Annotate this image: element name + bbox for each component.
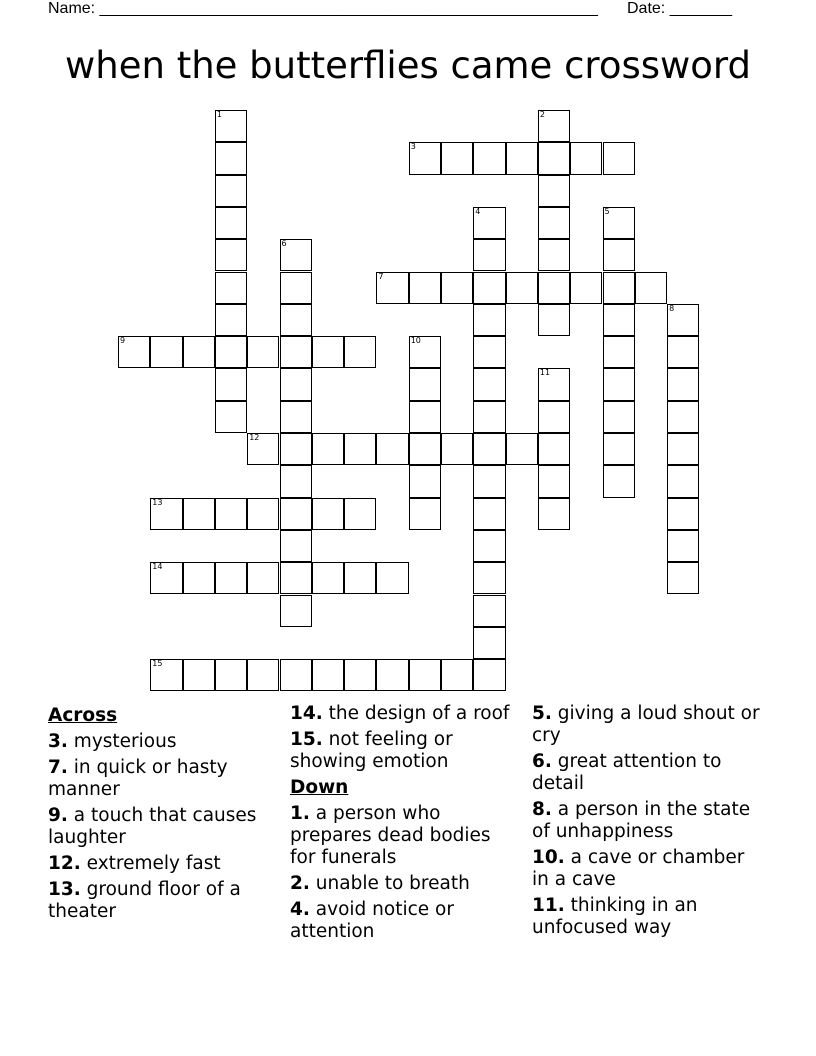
grid-cell[interactable] — [441, 142, 473, 174]
clue-across-9: 9. a touch that causes laughter — [48, 805, 257, 848]
grid-cell[interactable] — [473, 401, 505, 433]
cell-number: 2 — [539, 110, 545, 119]
grid-cell[interactable] — [215, 110, 247, 142]
grid-cell[interactable] — [312, 433, 344, 465]
cell-number: 11 — [539, 368, 551, 378]
grid-cell[interactable] — [603, 142, 635, 174]
grid-cell[interactable] — [280, 368, 312, 400]
grid-cell[interactable] — [603, 401, 635, 433]
grid-cell[interactable] — [183, 659, 215, 691]
grid-cell[interactable] — [409, 433, 441, 465]
cell-number: 3 — [410, 142, 416, 152]
grid-cell[interactable] — [667, 530, 699, 562]
grid-cell[interactable] — [344, 659, 376, 691]
cell-number: 7 — [378, 271, 384, 281]
grid-cell[interactable] — [538, 272, 570, 304]
grid-cell[interactable] — [280, 498, 312, 530]
grid-cell[interactable] — [473, 368, 505, 400]
grid-cell[interactable] — [409, 401, 441, 433]
grid-cell[interactable] — [506, 272, 538, 304]
grid-cell[interactable] — [603, 272, 635, 304]
clue-across-12: 12. extremely fast — [48, 853, 221, 874]
grid-cell[interactable] — [603, 336, 635, 368]
grid-cell[interactable] — [603, 465, 635, 497]
grid-cell[interactable] — [473, 239, 505, 271]
grid-cell[interactable] — [280, 595, 312, 627]
grid-cell[interactable] — [280, 304, 312, 336]
grid-cell[interactable] — [473, 498, 505, 530]
grid-cell[interactable] — [667, 368, 699, 400]
grid-cell[interactable] — [441, 272, 473, 304]
grid-cell[interactable] — [376, 433, 408, 465]
grid-cell[interactable] — [280, 336, 312, 368]
clue-column-1 — [48, 703, 278, 927]
grid-cell[interactable] — [376, 272, 408, 304]
cell-number: 14 — [152, 562, 163, 572]
grid-cell[interactable] — [570, 142, 602, 174]
grid-cell[interactable] — [635, 272, 667, 304]
grid-cell[interactable] — [538, 498, 570, 530]
grid-cell[interactable] — [603, 304, 635, 336]
cell-number: 13 — [152, 497, 163, 507]
grid-cell[interactable] — [150, 659, 182, 691]
cell-number: 10 — [410, 336, 421, 346]
grid-cell[interactable] — [409, 272, 441, 304]
clue-down-10: 10. a cave or chamber in a cave — [532, 847, 745, 890]
grid-cell[interactable] — [280, 401, 312, 433]
grid-cell[interactable] — [473, 336, 505, 368]
grid-cell[interactable] — [441, 433, 473, 465]
clue-column-2 — [290, 703, 520, 947]
cell-number: 12 — [249, 433, 260, 442]
grid-cell[interactable] — [667, 562, 699, 594]
grid-cell[interactable] — [667, 433, 699, 465]
grid-cell[interactable] — [280, 239, 312, 271]
name-field-label: Name: ________________________________________________________ — [48, 0, 598, 17]
grid-cell[interactable] — [473, 433, 505, 465]
grid-cell[interactable] — [247, 433, 279, 465]
grid-cell[interactable] — [215, 272, 247, 304]
grid-cell[interactable] — [247, 498, 279, 530]
clue-down-8: 8. a person in the state of unhappiness — [532, 799, 751, 842]
clue-column-3 — [532, 703, 762, 943]
clue-across-14: 14. the design of a roof — [290, 703, 510, 724]
grid-cell[interactable] — [473, 627, 505, 659]
grid-cell[interactable] — [409, 336, 441, 368]
grid-cell[interactable] — [150, 498, 182, 530]
cell-number: 5 — [604, 206, 610, 216]
cell-number: 8 — [669, 303, 675, 313]
grid-cell[interactable] — [603, 207, 635, 239]
grid-cell[interactable] — [312, 659, 344, 691]
grid-cell[interactable] — [473, 272, 505, 304]
cell-number: 1 — [216, 110, 222, 119]
grid-cell[interactable] — [667, 304, 699, 336]
grid-cell[interactable] — [603, 239, 635, 271]
cell-number: 15 — [152, 659, 163, 669]
grid-cell[interactable] — [538, 110, 570, 142]
grid-cell[interactable] — [118, 336, 150, 368]
grid-cell[interactable] — [183, 336, 215, 368]
grid-cell[interactable] — [280, 272, 312, 304]
grid-cell[interactable] — [667, 465, 699, 497]
grid-cell[interactable] — [409, 498, 441, 530]
grid-cell[interactable] — [667, 498, 699, 530]
grid-cell[interactable] — [473, 207, 505, 239]
grid-cell[interactable] — [376, 659, 408, 691]
grid-cell[interactable] — [409, 142, 441, 174]
clue-down-1: 1. a person who prepares dead bodies for funerals — [290, 803, 491, 868]
cell-number: 4 — [475, 206, 481, 216]
grid-cell[interactable] — [409, 368, 441, 400]
grid-cell[interactable] — [667, 401, 699, 433]
grid-cell[interactable] — [215, 336, 247, 368]
clue-down-2: 2. unable to breath — [290, 873, 470, 894]
clue-down-5: 5. giving a loud shout or cry — [532, 703, 760, 746]
grid-cell[interactable] — [473, 304, 505, 336]
grid-cell[interactable] — [215, 142, 247, 174]
grid-cell[interactable] — [473, 465, 505, 497]
grid-cell[interactable] — [603, 433, 635, 465]
grid-cell[interactable] — [150, 336, 182, 368]
grid-cell[interactable] — [247, 562, 279, 594]
grid-cell[interactable] — [506, 142, 538, 174]
grid-cell[interactable] — [344, 336, 376, 368]
grid-cell[interactable] — [473, 530, 505, 562]
grid-cell[interactable] — [409, 659, 441, 691]
grid-cell[interactable] — [473, 659, 505, 691]
clue-down-11: 11. thinking in an unfocused way — [532, 895, 698, 938]
clue-across-3: 3. mysterious — [48, 731, 177, 752]
grid-cell[interactable] — [215, 239, 247, 271]
grid-cell[interactable] — [247, 336, 279, 368]
grid-cell[interactable] — [344, 498, 376, 530]
grid-cell[interactable] — [215, 207, 247, 239]
clue-across-7: 7. in quick or hasty manner — [48, 757, 228, 800]
across-heading: Across — [48, 705, 118, 726]
grid-cell[interactable] — [538, 401, 570, 433]
grid-cell[interactable] — [183, 562, 215, 594]
down-heading: Down — [290, 777, 349, 798]
grid-cell[interactable] — [344, 562, 376, 594]
grid-cell[interactable] — [506, 433, 538, 465]
date-field-label: Date: _______ — [627, 0, 732, 17]
grid-cell[interactable] — [280, 465, 312, 497]
grid-cell[interactable] — [376, 562, 408, 594]
grid-cell[interactable] — [280, 530, 312, 562]
clue-across-15: 15. not feeling or showing emotion — [290, 729, 453, 772]
grid-cell[interactable] — [215, 562, 247, 594]
grid-cell[interactable] — [570, 272, 602, 304]
clue-down-6: 6. great attention to detail — [532, 751, 722, 794]
grid-cell[interactable] — [473, 142, 505, 174]
clue-down-4: 4. avoid notice or attention — [290, 899, 454, 942]
grid-cell[interactable] — [280, 659, 312, 691]
grid-cell[interactable] — [538, 304, 570, 336]
grid-cell[interactable] — [538, 368, 570, 400]
grid-cell[interactable] — [215, 498, 247, 530]
grid-cell[interactable] — [183, 498, 215, 530]
grid-cell[interactable] — [538, 239, 570, 271]
grid-cell[interactable] — [538, 175, 570, 207]
grid-cell[interactable] — [312, 498, 344, 530]
grid-cell[interactable] — [215, 401, 247, 433]
grid-cell[interactable] — [215, 368, 247, 400]
grid-cell[interactable] — [344, 433, 376, 465]
grid-cell[interactable] — [215, 175, 247, 207]
grid-cell[interactable] — [280, 433, 312, 465]
grid-cell[interactable] — [312, 562, 344, 594]
grid-cell[interactable] — [473, 595, 505, 627]
grid-cell[interactable] — [280, 562, 312, 594]
grid-cell[interactable] — [603, 368, 635, 400]
grid-cell[interactable] — [215, 659, 247, 691]
grid-cell[interactable] — [441, 659, 473, 691]
grid-cell[interactable] — [247, 659, 279, 691]
cell-number: 6 — [281, 239, 287, 249]
grid-cell[interactable] — [538, 433, 570, 465]
grid-cell[interactable] — [473, 562, 505, 594]
grid-cell[interactable] — [312, 336, 344, 368]
grid-cell[interactable] — [150, 562, 182, 594]
page-title: when the butterflies came crossword — [65, 44, 751, 87]
clue-across-13: 13. ground floor of a theater — [48, 879, 241, 922]
grid-cell[interactable] — [667, 336, 699, 368]
grid-cell[interactable] — [538, 207, 570, 239]
cell-number: 9 — [120, 336, 126, 346]
grid-cell[interactable] — [409, 465, 441, 497]
grid-cell[interactable] — [538, 142, 570, 174]
grid-cell[interactable] — [215, 304, 247, 336]
grid-cell[interactable] — [538, 465, 570, 497]
